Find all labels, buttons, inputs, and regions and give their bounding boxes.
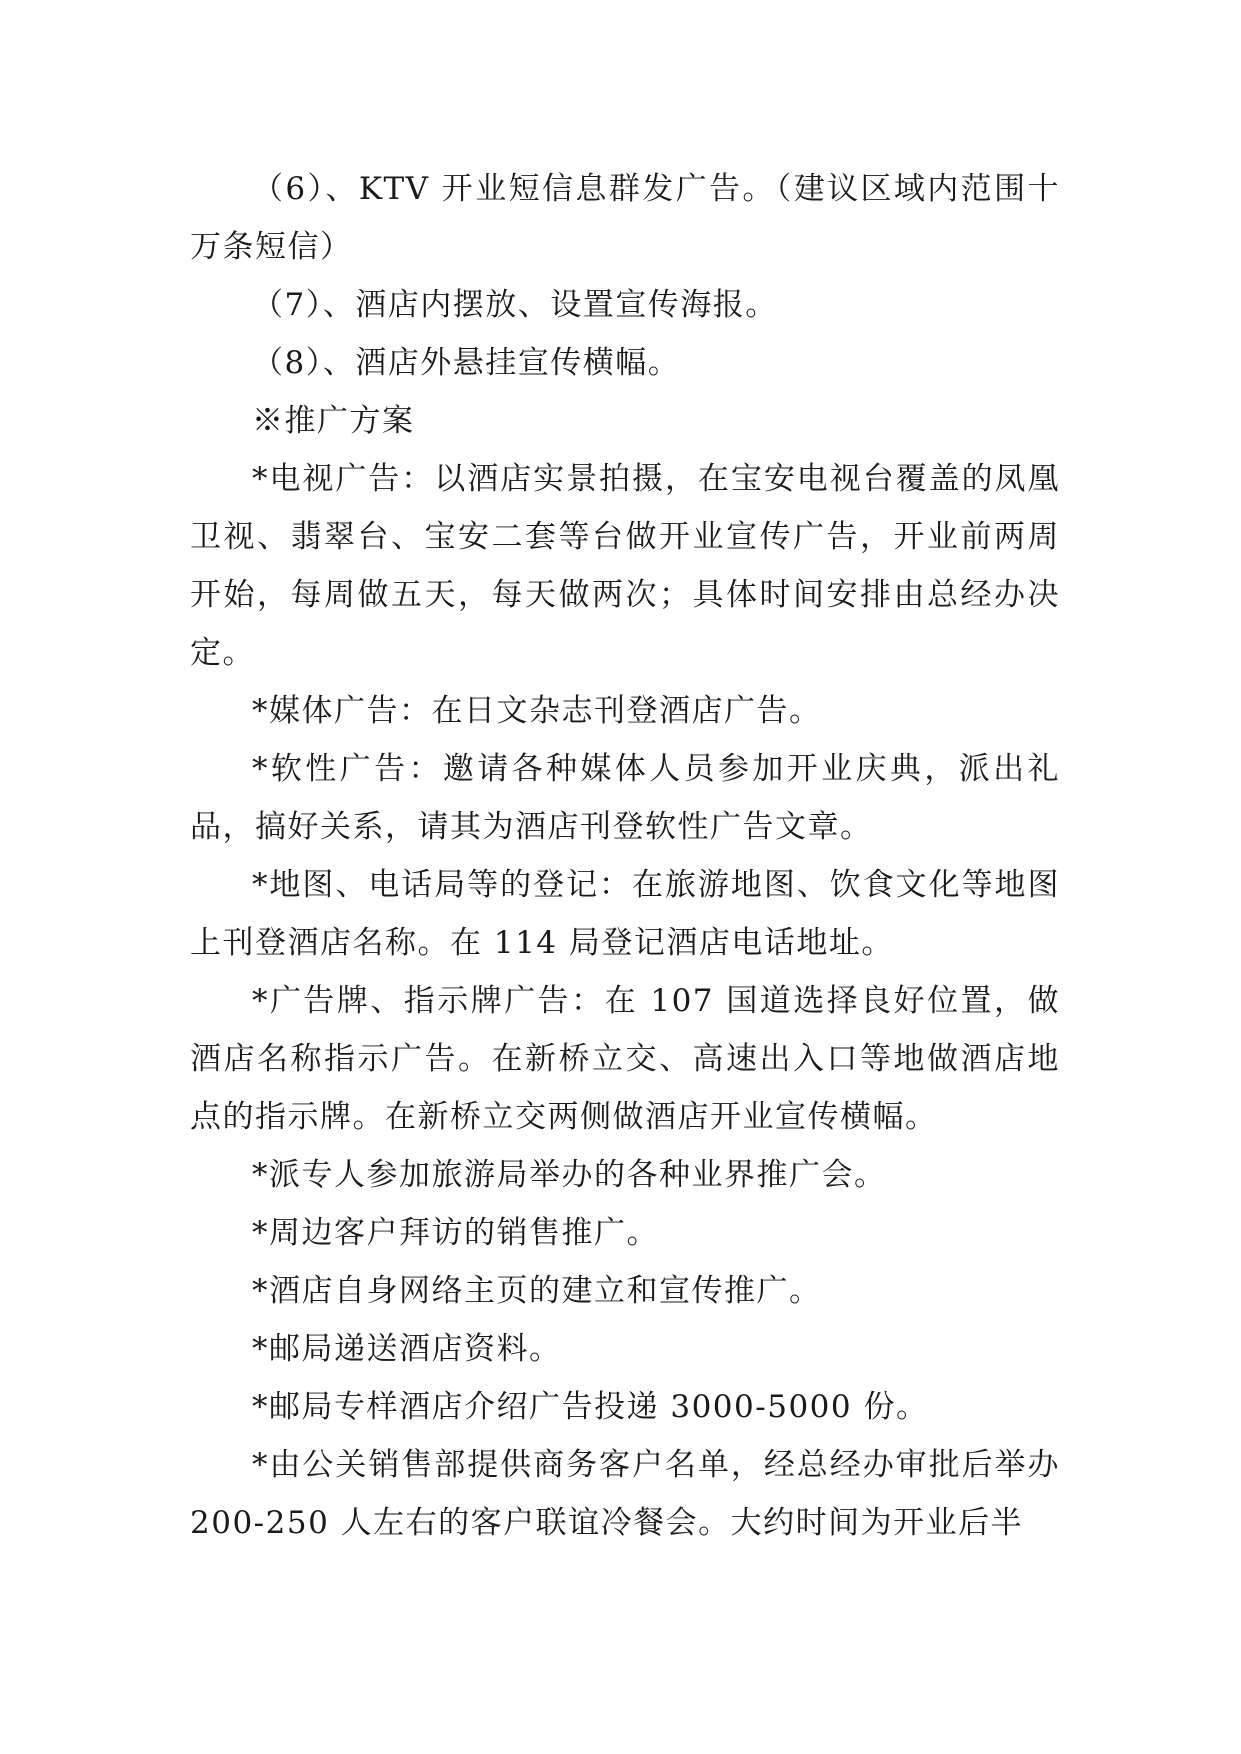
paragraph-postal-mailing: *邮局专样酒店介绍广告投递 3000-5000 份。 [252,1389,929,1425]
paragraph-soft-ad: *软性广告：邀请各种媒体人员参加开业庆典，派出礼品，搞好关系，请其为酒店刊登软性广告文章。 [190,751,1060,845]
paragraph-posters: （7）、酒店内摆放、设置宣传海报。 [252,287,778,323]
paragraph-billboards: *广告牌、指示牌广告：在 107 国道选择良好位置，做酒店名称指示广告。在新桥立交、高速出入口等地做酒店地点的指示牌。在新桥立交两侧做酒店开业宣传横幅。 [190,983,1060,1135]
paragraph-sms-ad: （6）、KTV 开业短信息群发广告。（建议区域内范围十万条短信） [190,171,1060,265]
paragraph-media-ad: *媒体广告：在日文杂志刊登酒店广告。 [252,693,822,729]
paragraph-banners: （8）、酒店外悬挂宣传横幅。 [252,345,681,381]
paragraph-tv-ad: *电视广告：以酒店实景拍摄，在宝安电视台覆盖的凤凰卫视、翡翠台、宝安二套等台做开业宣传广告，开业前两周开始，每周做五天，每天做两次；具体时间安排由总经办决定。 [190,461,1060,671]
paragraph-map-registration: *地图、电话局等的登记：在旅游地图、饮食文化等地图上刊登酒店名称。在 114 局登记酒店电话地址。 [190,867,1060,961]
document-page [190,160,1060,1552]
paragraph-client-reception: *由公关销售部提供商务客户名单，经总经办审批后举办 200-250 人左右的客户联谊冷餐会。大约时间为开业后半 [190,1447,1060,1541]
paragraph-postal-delivery: *邮局递送酒店资料。 [252,1331,562,1367]
paragraph-client-visits: *周边客户拜访的销售推广。 [252,1215,659,1251]
paragraph-tourism-fairs: *派专人参加旅游局举办的各种业界推广会。 [252,1157,887,1193]
section-heading-promotion-plan: ※推广方案 [252,403,415,439]
paragraph-website: *酒店自身网络主页的建立和宣传推广。 [252,1273,822,1309]
